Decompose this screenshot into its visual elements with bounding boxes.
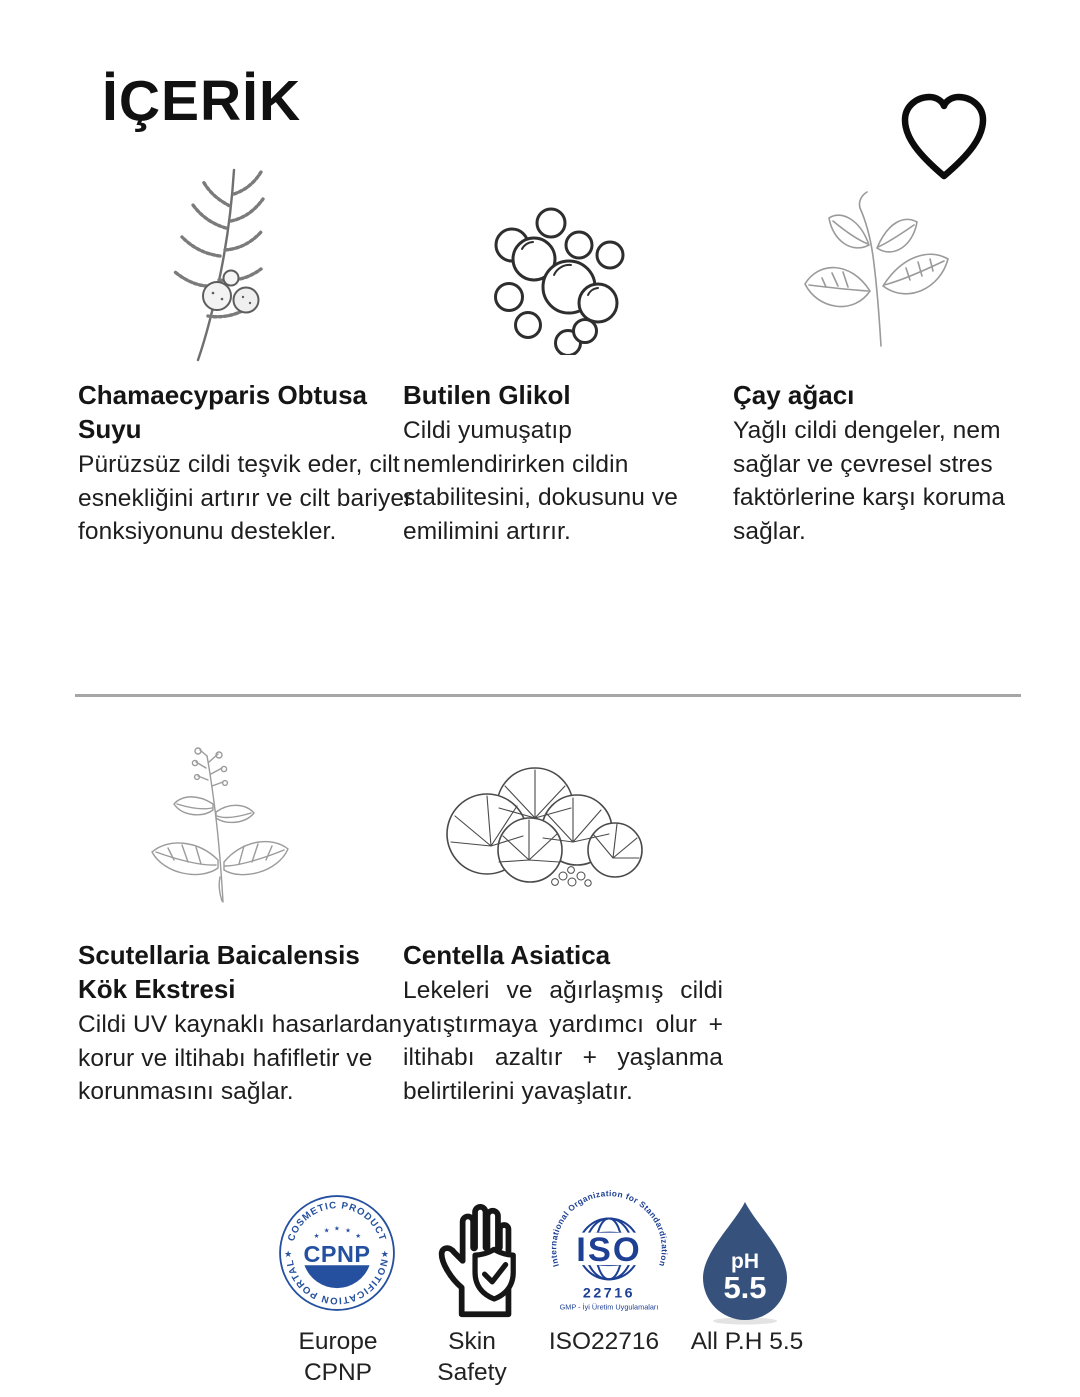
- ingredient-card: [733, 188, 1023, 548]
- ingredient-card: [403, 195, 733, 548]
- ingredient-description: Lekeleri ve ağırlaşmış cildi yatıştırmaya yardımcı olur + iltihabı azaltır + yaşlanma belirtilerini yavaşlatır.: [403, 977, 723, 1105]
- section-divider: [75, 694, 1021, 697]
- skin-safety-label: Skin Safety: [437, 1328, 507, 1386]
- ingredient-description: Yağlı cildi dengeler, nem sağlar ve çevresel stres faktörlerine karşı koruma sağlar.: [733, 417, 1006, 545]
- ingredient-name: Scutellaria Baicalensis Kök Ekstresi: [78, 940, 360, 1004]
- ingredient-name: Centella Asiatica: [403, 940, 611, 970]
- centella-illustration: [403, 758, 723, 938]
- svg-text:★: ★: [323, 1227, 330, 1235]
- heart-icon: [896, 90, 992, 182]
- iso-22716-logo: [543, 1186, 675, 1328]
- ingredient-description: Cildi yumuşatıp nemlendirirken cildin stabilitesini, dokusunu ve emilimini artırır.: [403, 417, 678, 545]
- svg-text:22716: 22716: [582, 1285, 636, 1302]
- ingredient-name: Chamaecyparis Obtusa Suyu: [78, 380, 368, 444]
- ph-label: All P.H 5.5: [690, 1328, 804, 1355]
- svg-text:COSMETIC PRODUCT: COSMETIC PRODUCT: [285, 1200, 388, 1243]
- svg-text:NOTIFICATION PORTAL: NOTIFICATION PORTAL: [284, 1258, 390, 1306]
- ingredient-description: Cildi UV kaynaklı hasarlardan korur ve iltihabı hafifletir ve korunmasını sağlar.: [78, 1011, 403, 1105]
- ingredient-card: [403, 758, 723, 1108]
- bubbles-illustration: [403, 195, 733, 378]
- ingredient-card: [78, 742, 413, 1109]
- tea-sprig-illustration: [733, 188, 1023, 378]
- svg-text:★: ★: [345, 1227, 352, 1235]
- iso-label: ISO22716: [548, 1328, 660, 1355]
- svg-text:CPNP: CPNP: [303, 1241, 371, 1268]
- svg-text:★: ★: [380, 1249, 389, 1260]
- svg-text:★: ★: [284, 1249, 293, 1260]
- svg-text:★: ★: [355, 1232, 362, 1240]
- svg-text:pH: pH: [731, 1250, 759, 1273]
- cpnp-logo: [276, 1192, 398, 1314]
- skin-safety-hand-icon: [428, 1194, 524, 1320]
- ingredient-name: Çay ağacı: [733, 380, 855, 410]
- cpnp-label: Europe CPNP: [298, 1328, 378, 1386]
- svg-text:★: ★: [333, 1225, 340, 1233]
- svg-text:ISO: ISO: [576, 1231, 642, 1270]
- svg-text:★: ★: [313, 1232, 320, 1240]
- page-title: İÇERİK: [102, 69, 302, 133]
- ingredient-name: Butilen Glikol: [403, 380, 571, 410]
- ingredient-description: Pürüzsüz cildi teşvik eder, cilt esnekliğini artırır ve cilt bariyer fonksiyonunu destekler.: [78, 451, 413, 545]
- svg-text:GMP - İyi Üretim Uygulamaları: GMP - İyi Üretim Uygulamaları: [559, 1302, 659, 1312]
- svg-text:5.5: 5.5: [723, 1270, 767, 1305]
- scutellaria-illustration: [78, 742, 413, 938]
- ph-drop-icon: [698, 1196, 792, 1326]
- svg-text:International Organization for: International Organization for Standardization: [548, 1188, 670, 1269]
- ingredient-card: [78, 166, 413, 549]
- cypress-branch-illustration: [78, 166, 413, 378]
